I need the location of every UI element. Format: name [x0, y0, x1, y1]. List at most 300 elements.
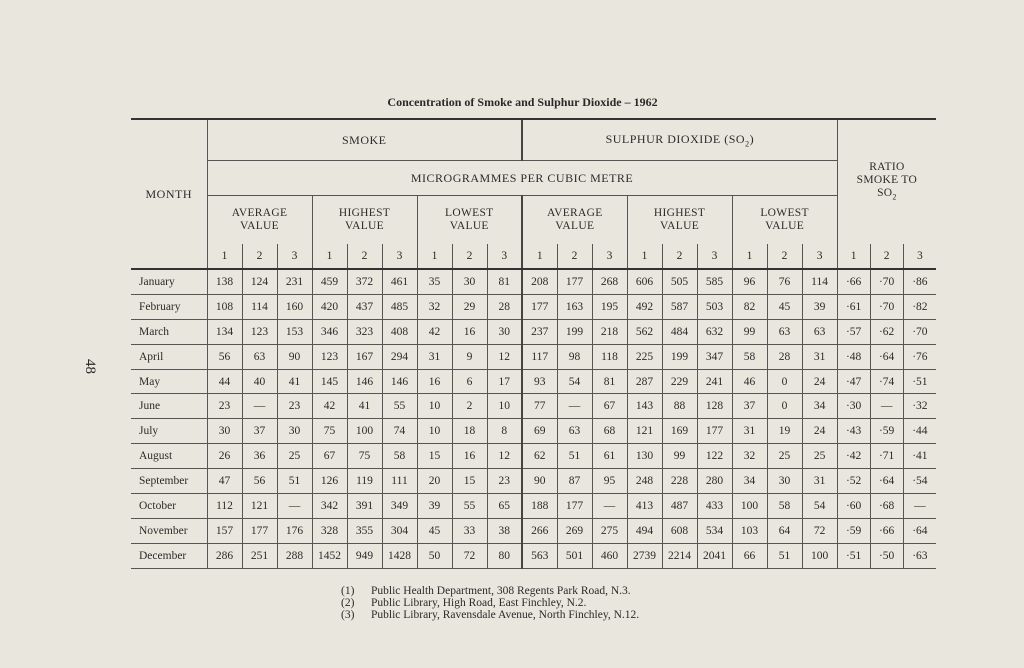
value-cell: 484: [662, 319, 697, 344]
value-cell: 63: [242, 344, 277, 369]
value-cell: 0: [767, 369, 802, 394]
value-cell: 47: [207, 469, 242, 494]
value-cell: 66: [732, 543, 767, 568]
value-cell: 177: [557, 494, 592, 519]
value-cell: 39: [802, 294, 837, 319]
value-cell: 505: [662, 269, 697, 294]
table-row: [131, 543, 936, 568]
value-cell: 287: [627, 369, 662, 394]
station-index-cell: 3: [382, 244, 417, 269]
value-cell: 17: [487, 369, 522, 394]
value-cell: 275: [592, 518, 627, 543]
value-cell: ·64: [870, 344, 903, 369]
value-cell: 64: [767, 518, 802, 543]
value-cell: 25: [277, 444, 312, 469]
value-cell: 29: [452, 294, 487, 319]
value-cell: —: [592, 494, 627, 519]
value-cell: 90: [522, 469, 557, 494]
value-cell: 138: [207, 269, 242, 294]
station-index-cell: 2: [452, 244, 487, 269]
value-cell: 177: [557, 269, 592, 294]
value-cell: 42: [417, 319, 452, 344]
value-cell: ·51: [903, 369, 936, 394]
value-cell: 2739: [627, 543, 662, 568]
value-cell: 51: [557, 444, 592, 469]
value-cell: 8: [487, 419, 522, 444]
value-cell: 81: [487, 269, 522, 294]
station-index-cell: 1: [627, 244, 662, 269]
value-cell: 130: [627, 444, 662, 469]
value-cell: 16: [452, 444, 487, 469]
station-index-cell: 3: [487, 244, 522, 269]
value-cell: 16: [452, 319, 487, 344]
value-cell: 126: [312, 469, 347, 494]
value-cell: 39: [417, 494, 452, 519]
value-cell: ·42: [837, 444, 870, 469]
value-cell: 632: [697, 319, 732, 344]
value-cell: 56: [207, 344, 242, 369]
value-cell: 30: [207, 419, 242, 444]
footnotes: [341, 585, 639, 621]
value-cell: 177: [522, 294, 557, 319]
value-cell: 294: [382, 344, 417, 369]
station-index-cell: 2: [767, 244, 802, 269]
value-cell: ·70: [903, 319, 936, 344]
value-cell: 231: [277, 269, 312, 294]
value-cell: 122: [697, 444, 732, 469]
value-cell: 225: [627, 344, 662, 369]
value-cell: 30: [452, 269, 487, 294]
value-cell: 30: [767, 469, 802, 494]
value-cell: 37: [732, 394, 767, 419]
station-index-cell: 1: [207, 244, 242, 269]
value-cell: 44: [207, 369, 242, 394]
value-cell: 420: [312, 294, 347, 319]
footnote-3: (3) Public Library, Ravensdale Avenue, North Finchley, N.12.: [341, 609, 640, 621]
smoke-average-header: AVERAGE VALUE: [207, 196, 312, 245]
page-number: 48: [82, 359, 98, 374]
value-cell: 585: [697, 269, 732, 294]
value-cell: 501: [557, 543, 592, 568]
value-cell: 123: [312, 344, 347, 369]
value-cell: 268: [592, 269, 627, 294]
station-index-cell: 1: [312, 244, 347, 269]
value-cell: 38: [487, 518, 522, 543]
value-cell: 40: [242, 369, 277, 394]
value-cell: 229: [662, 369, 697, 394]
value-cell: ·64: [870, 469, 903, 494]
value-cell: 63: [802, 319, 837, 344]
value-cell: 349: [382, 494, 417, 519]
table-row: [131, 294, 936, 319]
value-cell: 88: [662, 394, 697, 419]
table-row: [131, 369, 936, 394]
value-cell: 413: [627, 494, 662, 519]
value-cell: 460: [592, 543, 627, 568]
value-cell: —: [557, 394, 592, 419]
value-cell: 25: [767, 444, 802, 469]
value-cell: 10: [487, 394, 522, 419]
value-cell: 114: [802, 269, 837, 294]
value-cell: 146: [382, 369, 417, 394]
value-cell: 167: [347, 344, 382, 369]
table-header: [131, 119, 936, 269]
so2-header: SULPHUR DIOXIDE $(SO_2)$: [522, 119, 837, 161]
value-cell: 562: [627, 319, 662, 344]
value-cell: 372: [347, 269, 382, 294]
month-cell: October: [131, 494, 207, 519]
value-cell: 134: [207, 319, 242, 344]
value-cell: ·32: [903, 394, 936, 419]
value-cell: 15: [417, 444, 452, 469]
concentration-table: [131, 118, 936, 569]
value-cell: 58: [382, 444, 417, 469]
value-cell: 157: [207, 518, 242, 543]
value-cell: ·74: [870, 369, 903, 394]
month-cell: May: [131, 369, 207, 394]
value-cell: 16: [417, 369, 452, 394]
value-cell: —: [903, 494, 936, 519]
value-cell: 15: [452, 469, 487, 494]
value-cell: 2: [452, 394, 487, 419]
value-cell: 28: [487, 294, 522, 319]
value-cell: 112: [207, 494, 242, 519]
station-index-cell: 2: [662, 244, 697, 269]
value-cell: 98: [557, 344, 592, 369]
value-cell: 128: [697, 394, 732, 419]
value-cell: 93: [522, 369, 557, 394]
value-cell: 433: [697, 494, 732, 519]
value-cell: 32: [732, 444, 767, 469]
value-cell: 100: [802, 543, 837, 568]
value-cell: 65: [487, 494, 522, 519]
value-cell: ·51: [837, 543, 870, 568]
value-cell: ·41: [903, 444, 936, 469]
value-cell: 23: [277, 394, 312, 419]
value-cell: 74: [382, 419, 417, 444]
value-cell: ·68: [870, 494, 903, 519]
value-cell: 25: [802, 444, 837, 469]
value-cell: 51: [277, 469, 312, 494]
value-cell: 288: [277, 543, 312, 568]
value-cell: ·57: [837, 319, 870, 344]
month-cell: July: [131, 419, 207, 444]
station-index-cell: 2: [347, 244, 382, 269]
value-cell: 237: [522, 319, 557, 344]
value-cell: ·86: [903, 269, 936, 294]
value-cell: 45: [417, 518, 452, 543]
value-cell: 31: [417, 344, 452, 369]
month-cell: November: [131, 518, 207, 543]
value-cell: 251: [242, 543, 277, 568]
month-cell: August: [131, 444, 207, 469]
value-cell: 26: [207, 444, 242, 469]
value-cell: 100: [347, 419, 382, 444]
table-row: [131, 444, 936, 469]
value-cell: 208: [522, 269, 557, 294]
value-cell: 33: [452, 518, 487, 543]
value-cell: 68: [592, 419, 627, 444]
value-cell: 41: [277, 369, 312, 394]
ratio-header: [837, 119, 936, 244]
station-index-cell: 2: [242, 244, 277, 269]
value-cell: 6: [452, 369, 487, 394]
value-cell: 56: [242, 469, 277, 494]
table-row: [131, 494, 936, 519]
value-cell: ·63: [903, 543, 936, 568]
value-cell: 328: [312, 518, 347, 543]
value-cell: 34: [732, 469, 767, 494]
value-cell: 408: [382, 319, 417, 344]
value-cell: 31: [732, 419, 767, 444]
value-cell: 118: [592, 344, 627, 369]
value-cell: 355: [347, 518, 382, 543]
month-cell: April: [131, 344, 207, 369]
value-cell: 37: [242, 419, 277, 444]
ratio-label: RATIO SMOKE TO $SO_2$: [856, 160, 918, 202]
value-cell: 81: [592, 369, 627, 394]
value-cell: 63: [767, 319, 802, 344]
value-cell: 23: [207, 394, 242, 419]
value-cell: ·44: [903, 419, 936, 444]
value-cell: ·50: [870, 543, 903, 568]
so2-highest-header: HIGHEST VALUE: [627, 196, 732, 245]
value-cell: 58: [732, 344, 767, 369]
month-header: MONTH: [131, 119, 207, 269]
value-cell: 32: [417, 294, 452, 319]
value-cell: 24: [802, 419, 837, 444]
value-cell: 100: [732, 494, 767, 519]
smoke-lowest-header: LOWEST VALUE: [417, 196, 522, 245]
value-cell: ·64: [903, 518, 936, 543]
value-cell: 199: [662, 344, 697, 369]
footnote-1: (1) Public Health Department, 308 Regents Park Road, N.3.: [341, 585, 631, 597]
value-cell: ·61: [837, 294, 870, 319]
value-cell: 69: [522, 419, 557, 444]
table-body: [131, 269, 936, 568]
data-table-container: [131, 118, 935, 569]
value-cell: 34: [802, 394, 837, 419]
value-cell: 188: [522, 494, 557, 519]
table-row: [131, 344, 936, 369]
value-cell: 176: [277, 518, 312, 543]
station-index-cell: 3: [697, 244, 732, 269]
value-cell: 347: [697, 344, 732, 369]
value-cell: 31: [802, 344, 837, 369]
value-cell: 177: [242, 518, 277, 543]
value-cell: 119: [347, 469, 382, 494]
table-row: [131, 319, 936, 344]
value-cell: 587: [662, 294, 697, 319]
value-cell: ·66: [837, 269, 870, 294]
value-cell: 58: [767, 494, 802, 519]
value-cell: ·60: [837, 494, 870, 519]
value-cell: 117: [522, 344, 557, 369]
value-cell: ·54: [903, 469, 936, 494]
station-index-cell: 3: [592, 244, 627, 269]
value-cell: 36: [242, 444, 277, 469]
value-cell: 949: [347, 543, 382, 568]
smoke-highest-header: HIGHEST VALUE: [312, 196, 417, 245]
value-cell: 63: [557, 419, 592, 444]
value-cell: 35: [417, 269, 452, 294]
value-cell: 177: [697, 419, 732, 444]
value-cell: 54: [557, 369, 592, 394]
value-cell: 269: [557, 518, 592, 543]
month-cell: January: [131, 269, 207, 294]
value-cell: 494: [627, 518, 662, 543]
value-cell: 28: [767, 344, 802, 369]
value-cell: 218: [592, 319, 627, 344]
station-index-cell: 3: [802, 244, 837, 269]
table-row: [131, 518, 936, 543]
value-cell: 90: [277, 344, 312, 369]
value-cell: ·43: [837, 419, 870, 444]
value-cell: 12: [487, 444, 522, 469]
value-cell: 563: [522, 543, 557, 568]
table-row: [131, 394, 936, 419]
value-cell: 534: [697, 518, 732, 543]
value-cell: 111: [382, 469, 417, 494]
value-cell: 163: [557, 294, 592, 319]
value-cell: 2214: [662, 543, 697, 568]
value-cell: 95: [592, 469, 627, 494]
station-index-cell: 1: [837, 244, 870, 269]
value-cell: 608: [662, 518, 697, 543]
value-cell: ·70: [870, 269, 903, 294]
value-cell: 76: [767, 269, 802, 294]
value-cell: 54: [802, 494, 837, 519]
value-cell: 169: [662, 419, 697, 444]
value-cell: 1452: [312, 543, 347, 568]
footnote-2: (2) Public Library, High Road, East Finchley, N.2.: [341, 597, 587, 609]
value-cell: 195: [592, 294, 627, 319]
month-cell: February: [131, 294, 207, 319]
value-cell: 108: [207, 294, 242, 319]
value-cell: ·76: [903, 344, 936, 369]
value-cell: 228: [662, 469, 697, 494]
value-cell: 30: [277, 419, 312, 444]
value-cell: 20: [417, 469, 452, 494]
value-cell: —: [242, 394, 277, 419]
value-cell: 45: [767, 294, 802, 319]
value-cell: 241: [697, 369, 732, 394]
value-cell: 75: [347, 444, 382, 469]
smoke-header: SMOKE: [207, 119, 522, 161]
value-cell: 80: [487, 543, 522, 568]
value-cell: 146: [347, 369, 382, 394]
value-cell: 121: [242, 494, 277, 519]
value-cell: 75: [312, 419, 347, 444]
value-cell: 124: [242, 269, 277, 294]
table-row: [131, 469, 936, 494]
so2-lowest-header: LOWEST VALUE: [732, 196, 837, 245]
value-cell: 199: [557, 319, 592, 344]
value-cell: 99: [732, 319, 767, 344]
value-cell: 31: [802, 469, 837, 494]
station-index-row: [131, 244, 936, 269]
value-cell: 50: [417, 543, 452, 568]
value-cell: 67: [312, 444, 347, 469]
value-cell: 61: [592, 444, 627, 469]
value-cell: 55: [452, 494, 487, 519]
value-cell: ·71: [870, 444, 903, 469]
month-cell: December: [131, 543, 207, 568]
value-cell: —: [870, 394, 903, 419]
value-cell: 41: [347, 394, 382, 419]
value-cell: 96: [732, 269, 767, 294]
value-cell: 99: [662, 444, 697, 469]
month-cell: March: [131, 319, 207, 344]
value-cell: 19: [767, 419, 802, 444]
value-cell: 55: [382, 394, 417, 419]
value-cell: ·52: [837, 469, 870, 494]
table-title: Concentration of Smoke and Sulphur Dioxide – 1962: [387, 95, 658, 109]
value-cell: 30: [487, 319, 522, 344]
value-cell: 46: [732, 369, 767, 394]
so2-average-header: AVERAGE VALUE: [522, 196, 627, 245]
value-cell: 143: [627, 394, 662, 419]
value-cell: 304: [382, 518, 417, 543]
value-cell: 72: [802, 518, 837, 543]
value-cell: ·59: [837, 518, 870, 543]
value-cell: 103: [732, 518, 767, 543]
value-cell: 42: [312, 394, 347, 419]
value-cell: 2041: [697, 543, 732, 568]
value-cell: ·70: [870, 294, 903, 319]
value-cell: 286: [207, 543, 242, 568]
value-cell: 342: [312, 494, 347, 519]
value-cell: 160: [277, 294, 312, 319]
value-cell: ·66: [870, 518, 903, 543]
value-cell: 18: [452, 419, 487, 444]
value-cell: 67: [592, 394, 627, 419]
month-cell: June: [131, 394, 207, 419]
value-cell: 461: [382, 269, 417, 294]
table-row: [131, 419, 936, 444]
value-cell: 23: [487, 469, 522, 494]
value-cell: 153: [277, 319, 312, 344]
value-cell: 485: [382, 294, 417, 319]
value-cell: 9: [452, 344, 487, 369]
unit-header: MICROGRAMMES PER CUBIC METRE: [207, 161, 837, 196]
station-index-cell: 1: [732, 244, 767, 269]
month-cell: September: [131, 469, 207, 494]
value-cell: 82: [732, 294, 767, 319]
value-cell: 606: [627, 269, 662, 294]
value-cell: ·47: [837, 369, 870, 394]
value-cell: 77: [522, 394, 557, 419]
value-cell: 51: [767, 543, 802, 568]
value-cell: 280: [697, 469, 732, 494]
value-cell: 87: [557, 469, 592, 494]
value-cell: 503: [697, 294, 732, 319]
value-cell: 24: [802, 369, 837, 394]
value-cell: 391: [347, 494, 382, 519]
value-cell: ·30: [837, 394, 870, 419]
value-cell: ·82: [903, 294, 936, 319]
value-cell: 1428: [382, 543, 417, 568]
value-cell: 114: [242, 294, 277, 319]
value-cell: 12: [487, 344, 522, 369]
value-cell: 10: [417, 394, 452, 419]
station-index-cell: 1: [522, 244, 557, 269]
station-index-cell: 3: [903, 244, 936, 269]
value-cell: 145: [312, 369, 347, 394]
station-index-cell: 2: [870, 244, 903, 269]
station-index-cell: 2: [557, 244, 592, 269]
value-cell: 72: [452, 543, 487, 568]
